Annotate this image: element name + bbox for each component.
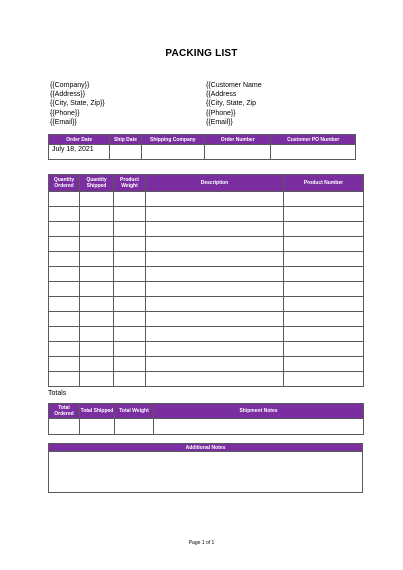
quantity-ordered-cell[interactable] xyxy=(49,267,80,282)
product-weight-cell[interactable] xyxy=(114,357,146,372)
description-cell[interactable] xyxy=(146,357,284,372)
description-cell[interactable] xyxy=(146,222,284,237)
quantity-ordered-cell[interactable] xyxy=(49,207,80,222)
product-weight-cell[interactable] xyxy=(114,252,146,267)
quantity-ordered-cell[interactable] xyxy=(49,297,80,312)
table-row xyxy=(49,192,364,207)
table-row xyxy=(49,312,364,327)
table-row xyxy=(49,297,364,312)
product-number-cell[interactable] xyxy=(284,252,364,267)
table-row xyxy=(49,252,364,267)
quantity-shipped-cell[interactable] xyxy=(80,267,114,282)
description-cell[interactable] xyxy=(146,252,284,267)
page-title: PACKING LIST xyxy=(165,48,238,59)
quantity-shipped-cell[interactable] xyxy=(80,342,114,357)
recipient-email: {{Email}} xyxy=(206,118,233,126)
quantity-shipped-cell[interactable] xyxy=(80,312,114,327)
description-cell[interactable] xyxy=(146,297,284,312)
shipment-notes-header: Shipment Notes xyxy=(154,404,364,419)
table-row xyxy=(49,222,364,237)
totals-row xyxy=(49,419,364,435)
product-weight-cell[interactable] xyxy=(114,297,146,312)
quantity-ordered-cell[interactable] xyxy=(49,372,80,387)
quantity-shipped-cell[interactable] xyxy=(80,207,114,222)
product-weight-cell[interactable] xyxy=(114,327,146,342)
product-number-cell[interactable] xyxy=(284,327,364,342)
quantity-ordered-cell[interactable] xyxy=(49,342,80,357)
quantity-ordered-cell[interactable] xyxy=(49,237,80,252)
total-weight-header: Total Weight xyxy=(115,404,154,419)
table-row xyxy=(49,342,364,357)
description-cell[interactable] xyxy=(146,192,284,207)
order-number-cell[interactable] xyxy=(205,145,271,160)
description-cell[interactable] xyxy=(146,267,284,282)
table-row xyxy=(49,282,364,297)
totals-table xyxy=(48,403,364,435)
product-number-cell[interactable] xyxy=(284,267,364,282)
additional-notes-table xyxy=(48,443,363,493)
quantity-shipped-cell[interactable] xyxy=(80,372,114,387)
order-date-header: Order Date xyxy=(49,135,110,145)
table-row xyxy=(49,357,364,372)
product-weight-cell[interactable] xyxy=(114,207,146,222)
quantity-ordered-cell[interactable] xyxy=(49,327,80,342)
items-table xyxy=(48,174,364,387)
order-date-cell[interactable]: July 18, 2021 xyxy=(49,145,110,160)
additional-notes-row xyxy=(49,452,363,493)
recipient-name: {{Customer Name xyxy=(206,82,262,89)
description-header: Description xyxy=(146,175,284,192)
quantity-shipped-header: Quantity Shipped xyxy=(80,175,114,192)
quantity-ordered-cell[interactable] xyxy=(49,192,80,207)
shipping-company-header: Shipping Company xyxy=(141,135,204,145)
product-number-header: Product Number xyxy=(284,175,364,192)
table-row xyxy=(49,267,364,282)
total-ordered-header: Total Ordered xyxy=(49,404,80,419)
quantity-shipped-cell[interactable] xyxy=(80,237,114,252)
description-cell[interactable] xyxy=(146,237,284,252)
description-cell[interactable] xyxy=(146,372,284,387)
order-info-table xyxy=(48,134,356,160)
shipping-company-cell[interactable] xyxy=(141,145,204,160)
recipient-phone: {{Phone}} xyxy=(206,109,236,117)
quantity-ordered-cell[interactable] xyxy=(49,282,80,297)
table-row xyxy=(49,372,364,387)
recipient-city-state-zip: {{City, State, Zip xyxy=(206,100,257,108)
quantity-shipped-cell[interactable] xyxy=(80,282,114,297)
quantity-ordered-cell[interactable] xyxy=(49,222,80,237)
sender-company: {{Company}} xyxy=(50,82,90,89)
total-shipped-header: Total Shipped xyxy=(80,404,115,419)
product-weight-cell[interactable] xyxy=(114,372,146,387)
product-number-cell[interactable] xyxy=(284,342,364,357)
quantity-ordered-cell[interactable] xyxy=(49,312,80,327)
table-row xyxy=(49,327,364,342)
items-body xyxy=(49,192,364,387)
customer-po-number-header: Customer PO Number xyxy=(271,135,356,145)
product-weight-cell[interactable] xyxy=(114,192,146,207)
totals-label: Totals xyxy=(48,390,67,397)
quantity-ordered-cell[interactable] xyxy=(49,252,80,267)
product-number-cell[interactable] xyxy=(284,372,364,387)
product-weight-header: Product Weight xyxy=(114,175,146,192)
totals-header-row xyxy=(49,404,364,419)
customer-po-number-cell[interactable] xyxy=(271,145,356,160)
description-cell[interactable] xyxy=(146,342,284,357)
quantity-shipped-cell[interactable] xyxy=(80,327,114,342)
sender-email: {{Email}} xyxy=(50,118,77,126)
product-number-cell[interactable] xyxy=(284,207,364,222)
additional-notes-cell[interactable] xyxy=(49,452,363,493)
product-weight-cell[interactable] xyxy=(114,342,146,357)
product-number-cell[interactable] xyxy=(284,237,364,252)
items-header-row xyxy=(49,175,364,192)
product-weight-cell[interactable] xyxy=(114,312,146,327)
description-cell[interactable] xyxy=(146,282,284,297)
quantity-shipped-cell[interactable] xyxy=(80,297,114,312)
order-info-header-row xyxy=(49,135,356,145)
product-weight-cell[interactable] xyxy=(114,282,146,297)
product-weight-cell[interactable] xyxy=(114,267,146,282)
product-number-cell[interactable] xyxy=(284,222,364,237)
sender-phone: {{Phone}} xyxy=(50,109,80,117)
table-row xyxy=(49,207,364,222)
additional-notes-header-row xyxy=(49,444,363,452)
description-cell[interactable] xyxy=(146,207,284,222)
product-number-cell[interactable] xyxy=(284,192,364,207)
description-cell[interactable] xyxy=(146,327,284,342)
ship-date-cell[interactable] xyxy=(110,145,141,160)
sender-address: {{Address}} xyxy=(50,91,86,99)
page-number: Page 1 of 1 xyxy=(188,540,215,546)
product-weight-cell[interactable] xyxy=(114,237,146,252)
ship-date-header: Ship Date xyxy=(110,135,141,145)
sender-city-state-zip: {{City, State, Zip}} xyxy=(50,100,105,108)
additional-notes-header: Additional Notes xyxy=(49,444,363,452)
quantity-ordered-header: Quantity Ordered xyxy=(49,175,80,192)
quantity-shipped-cell[interactable] xyxy=(80,357,114,372)
product-number-cell[interactable] xyxy=(284,297,364,312)
description-cell[interactable] xyxy=(146,312,284,327)
total-ordered-cell[interactable] xyxy=(49,419,80,435)
quantity-shipped-cell[interactable] xyxy=(80,192,114,207)
product-weight-cell[interactable] xyxy=(114,222,146,237)
product-number-cell[interactable] xyxy=(284,312,364,327)
product-number-cell[interactable] xyxy=(284,282,364,297)
recipient-address: {{Address xyxy=(206,91,237,99)
order-number-header: Order Number xyxy=(205,135,271,145)
shipment-notes-cell[interactable] xyxy=(154,419,364,435)
sender-address-block xyxy=(50,81,105,127)
table-row xyxy=(49,237,364,252)
order-info-row xyxy=(49,145,356,160)
total-weight-cell[interactable] xyxy=(115,419,154,435)
quantity-ordered-cell[interactable] xyxy=(49,357,80,372)
quantity-shipped-cell[interactable] xyxy=(80,252,114,267)
quantity-shipped-cell[interactable] xyxy=(80,222,114,237)
product-number-cell[interactable] xyxy=(284,357,364,372)
recipient-address-block xyxy=(206,81,262,127)
total-shipped-cell[interactable] xyxy=(80,419,115,435)
